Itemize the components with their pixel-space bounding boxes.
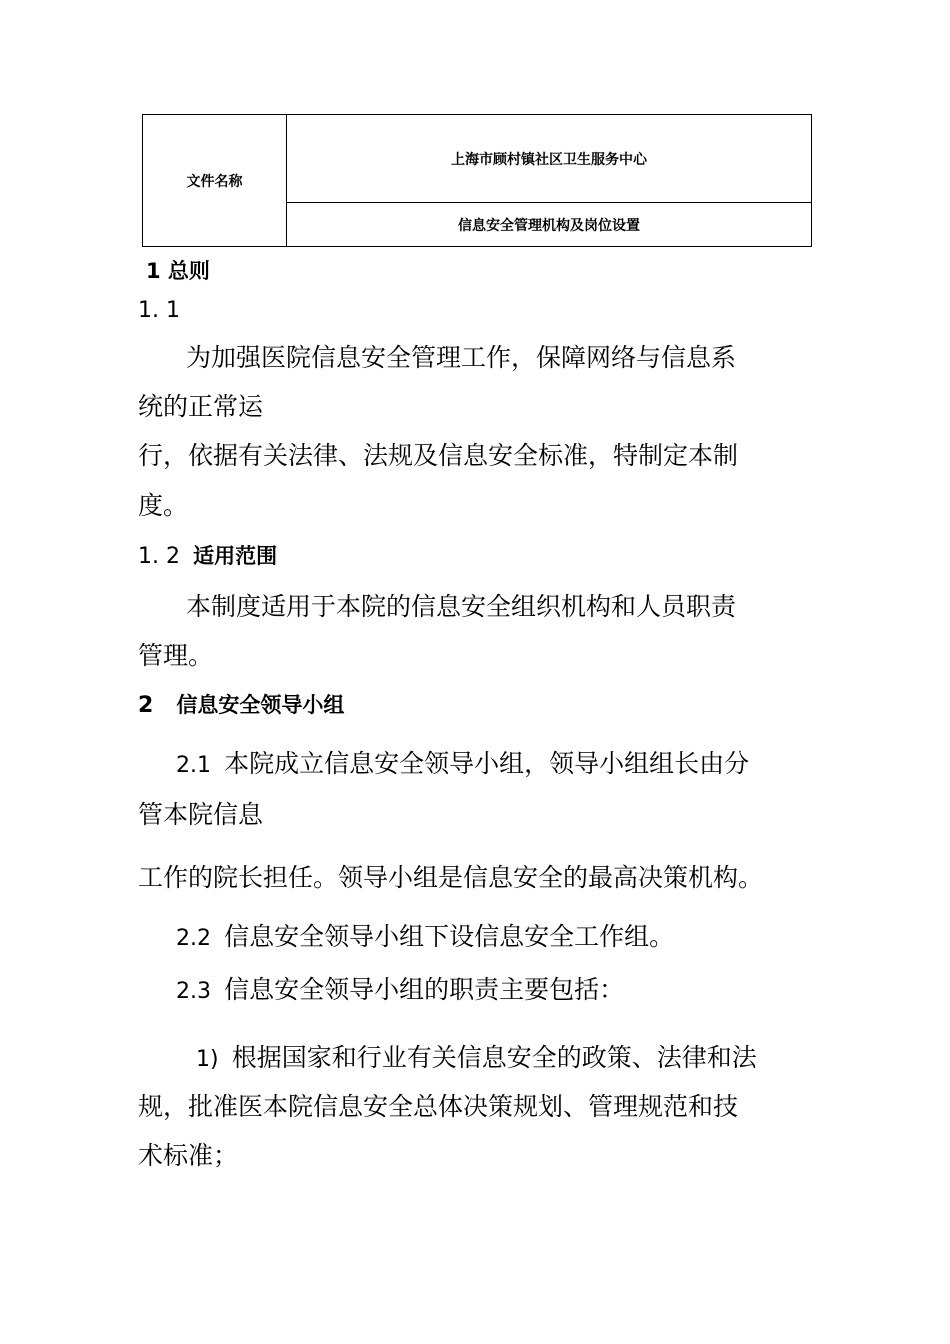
item-2-3-text: 信息安全领导小组的职责主要包括：	[224, 975, 625, 1004]
item-2-2-text: 信息安全领导小组下设信息安全工作组。	[224, 922, 675, 951]
item-2-1-text-1: 本院成立信息安全领导小组，领导小组组长由分	[224, 749, 750, 778]
document-header-table	[142, 114, 812, 247]
section-2-heading	[138, 689, 344, 719]
list-item-1-line-3: 术标准；	[138, 1141, 239, 1170]
organization-cell	[287, 115, 811, 203]
item-2-1-line-1	[176, 744, 749, 780]
section-2-title: 信息安全领导小组	[176, 693, 345, 717]
section-1-2-title: 适用范围	[193, 544, 278, 568]
list-item-1-number: 1)	[196, 1047, 219, 1072]
item-2-2	[176, 917, 674, 953]
section-1-1-line-4: 度。	[138, 491, 189, 520]
file-name-label-cell	[143, 115, 287, 246]
item-2-2-number: 2.2	[176, 926, 211, 951]
file-name-label: 文件名称	[186, 173, 243, 190]
section-1-1-line-2: 统的正常运	[138, 392, 264, 421]
section-1-2-number: 1. 2	[138, 544, 180, 569]
item-2-3-number: 2.3	[176, 979, 211, 1004]
section-1-2-heading	[138, 540, 277, 570]
list-item-1-text-1: 根据国家和行业有关信息安全的政策、法律和法	[231, 1043, 757, 1072]
document-title-cell	[287, 203, 811, 246]
section-1-1-number: 1. 1	[138, 298, 180, 323]
section-1-1-line-3: 行，依据有关法律、法规及信息安全标准，特制定本制	[138, 441, 739, 470]
section-1-heading: 1 总则	[146, 259, 210, 283]
section-1-1-line-1: 为加强医院信息安全管理工作，保障网络与信息系	[186, 343, 737, 372]
list-item-1-line-2: 规，批准医本院信息安全总体决策规划、管理规范和技	[138, 1092, 739, 1121]
document-title: 信息安全管理机构及岗位设置	[458, 217, 640, 234]
organization-name: 上海市顾村镇社区卫生服务中心	[451, 151, 647, 168]
section-1-2-line-1: 本制度适用于本院的信息安全组织机构和人员职责	[186, 592, 737, 621]
section-2-number: 2	[138, 693, 154, 718]
list-item-1-line-1	[196, 1038, 757, 1074]
item-2-1-line-2: 管本院信息	[138, 800, 264, 829]
item-2-3	[176, 970, 624, 1006]
section-1-2-line-2: 管理。	[138, 641, 214, 670]
item-2-1-number: 2.1	[176, 753, 211, 778]
item-2-1-line-3: 工作的院长担任。领导小组是信息安全的最高决策机构。	[138, 863, 764, 892]
